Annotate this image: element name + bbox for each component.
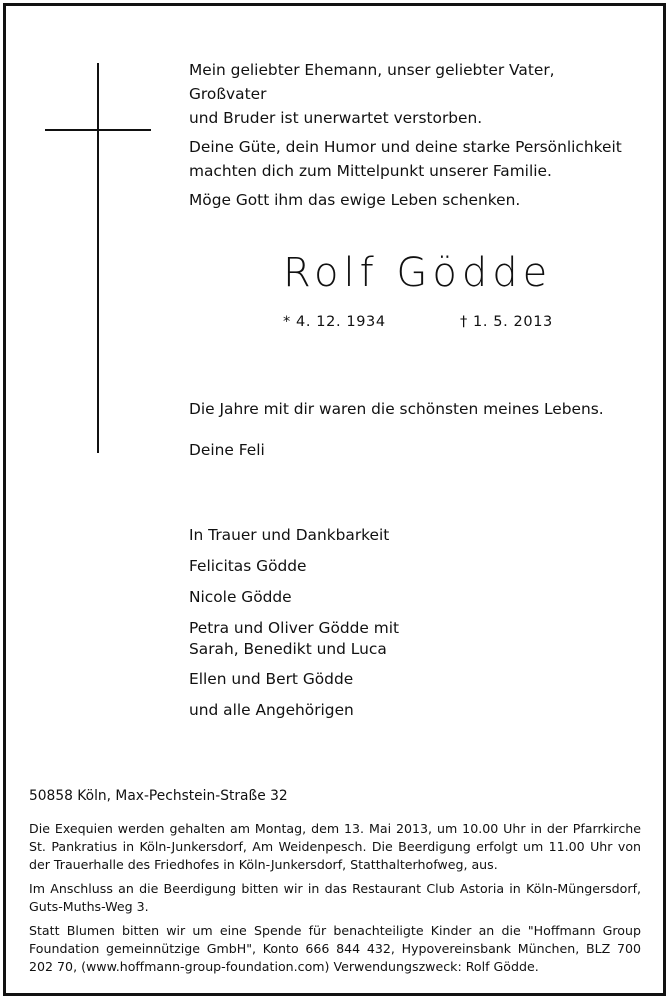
intro-line: und Bruder ist unerwartet verstorben. xyxy=(189,109,483,127)
intro-line: Möge Gott ihm das ewige Leben schenken. xyxy=(189,191,521,209)
quote-text: Die Jahre mit dir waren die schönsten meines Lebens. xyxy=(189,400,604,418)
mourner-name: Felicitas Gödde xyxy=(189,557,307,575)
intro-paragraph-1 xyxy=(189,58,629,130)
mourner-name: Sarah, Benedikt und Luca xyxy=(189,640,387,658)
death-date: † 1. 5. 2013 xyxy=(460,314,553,330)
mourners-intro: In Trauer und Dankbarkeit xyxy=(189,526,390,544)
donation-notice: Statt Blumen bitten wir um eine Spende für benachteiligte Kinder an die "Hoffmann Group Foundation gemeinnützige GmbH", Konto 666 844 432, Hypovereinsbank München, BLZ 700 202 70, (www.hoffmann-group-foundation.com) Verwendungszweck: Rolf Gödde. xyxy=(29,923,641,974)
family-address: 50858 Köln, Max-Pechstein-Straße 32 xyxy=(29,788,288,804)
mourner-name: und alle Angehörigen xyxy=(189,701,354,719)
intro-line: Deine Güte, dein Humor und deine starke Persönlichkeit xyxy=(189,138,622,156)
birth-date: * 4. 12. 1934 xyxy=(283,314,386,330)
funeral-notice: Die Exequien werden gehalten am Montag, dem 13. Mai 2013, um 10.00 Uhr in der Pfarrkirche St. Pankratius in Köln-Junkersdorf, Am Weidenpesch. Die Beerdigung erfolgt um 11.00 Uhr von der Trauerhalle des Friedhofes in Köln-Junkersdorf, Statthalterhofweg, aus. xyxy=(29,821,641,872)
intro-paragraph-2 xyxy=(189,135,629,183)
mourner-name: Nicole Gödde xyxy=(189,588,292,606)
deceased-name: Rolf Gödde xyxy=(283,250,553,296)
mourner-name: Petra und Oliver Gödde mit xyxy=(189,619,400,637)
intro-line: machten dich zum Mittelpunkt unserer Familie. xyxy=(189,162,552,180)
mourner-name: Ellen und Bert Gödde xyxy=(189,670,354,688)
intro-line: Mein geliebter Ehemann, unser geliebter Vater, Großvater xyxy=(189,61,555,103)
reception-notice: Im Anschluss an die Beerdigung bitten wir in das Restaurant Club Astoria in Köln-Müngersdorf, Guts-Muths-Weg 3. xyxy=(29,881,641,914)
cross-vertical-bar xyxy=(97,63,99,453)
intro-text xyxy=(189,58,629,217)
mourners-list xyxy=(189,525,399,731)
mourner-family xyxy=(189,618,399,660)
signature: Deine Feli xyxy=(189,441,265,459)
intro-paragraph-3 xyxy=(189,188,629,212)
cross-horizontal-bar xyxy=(45,129,151,131)
